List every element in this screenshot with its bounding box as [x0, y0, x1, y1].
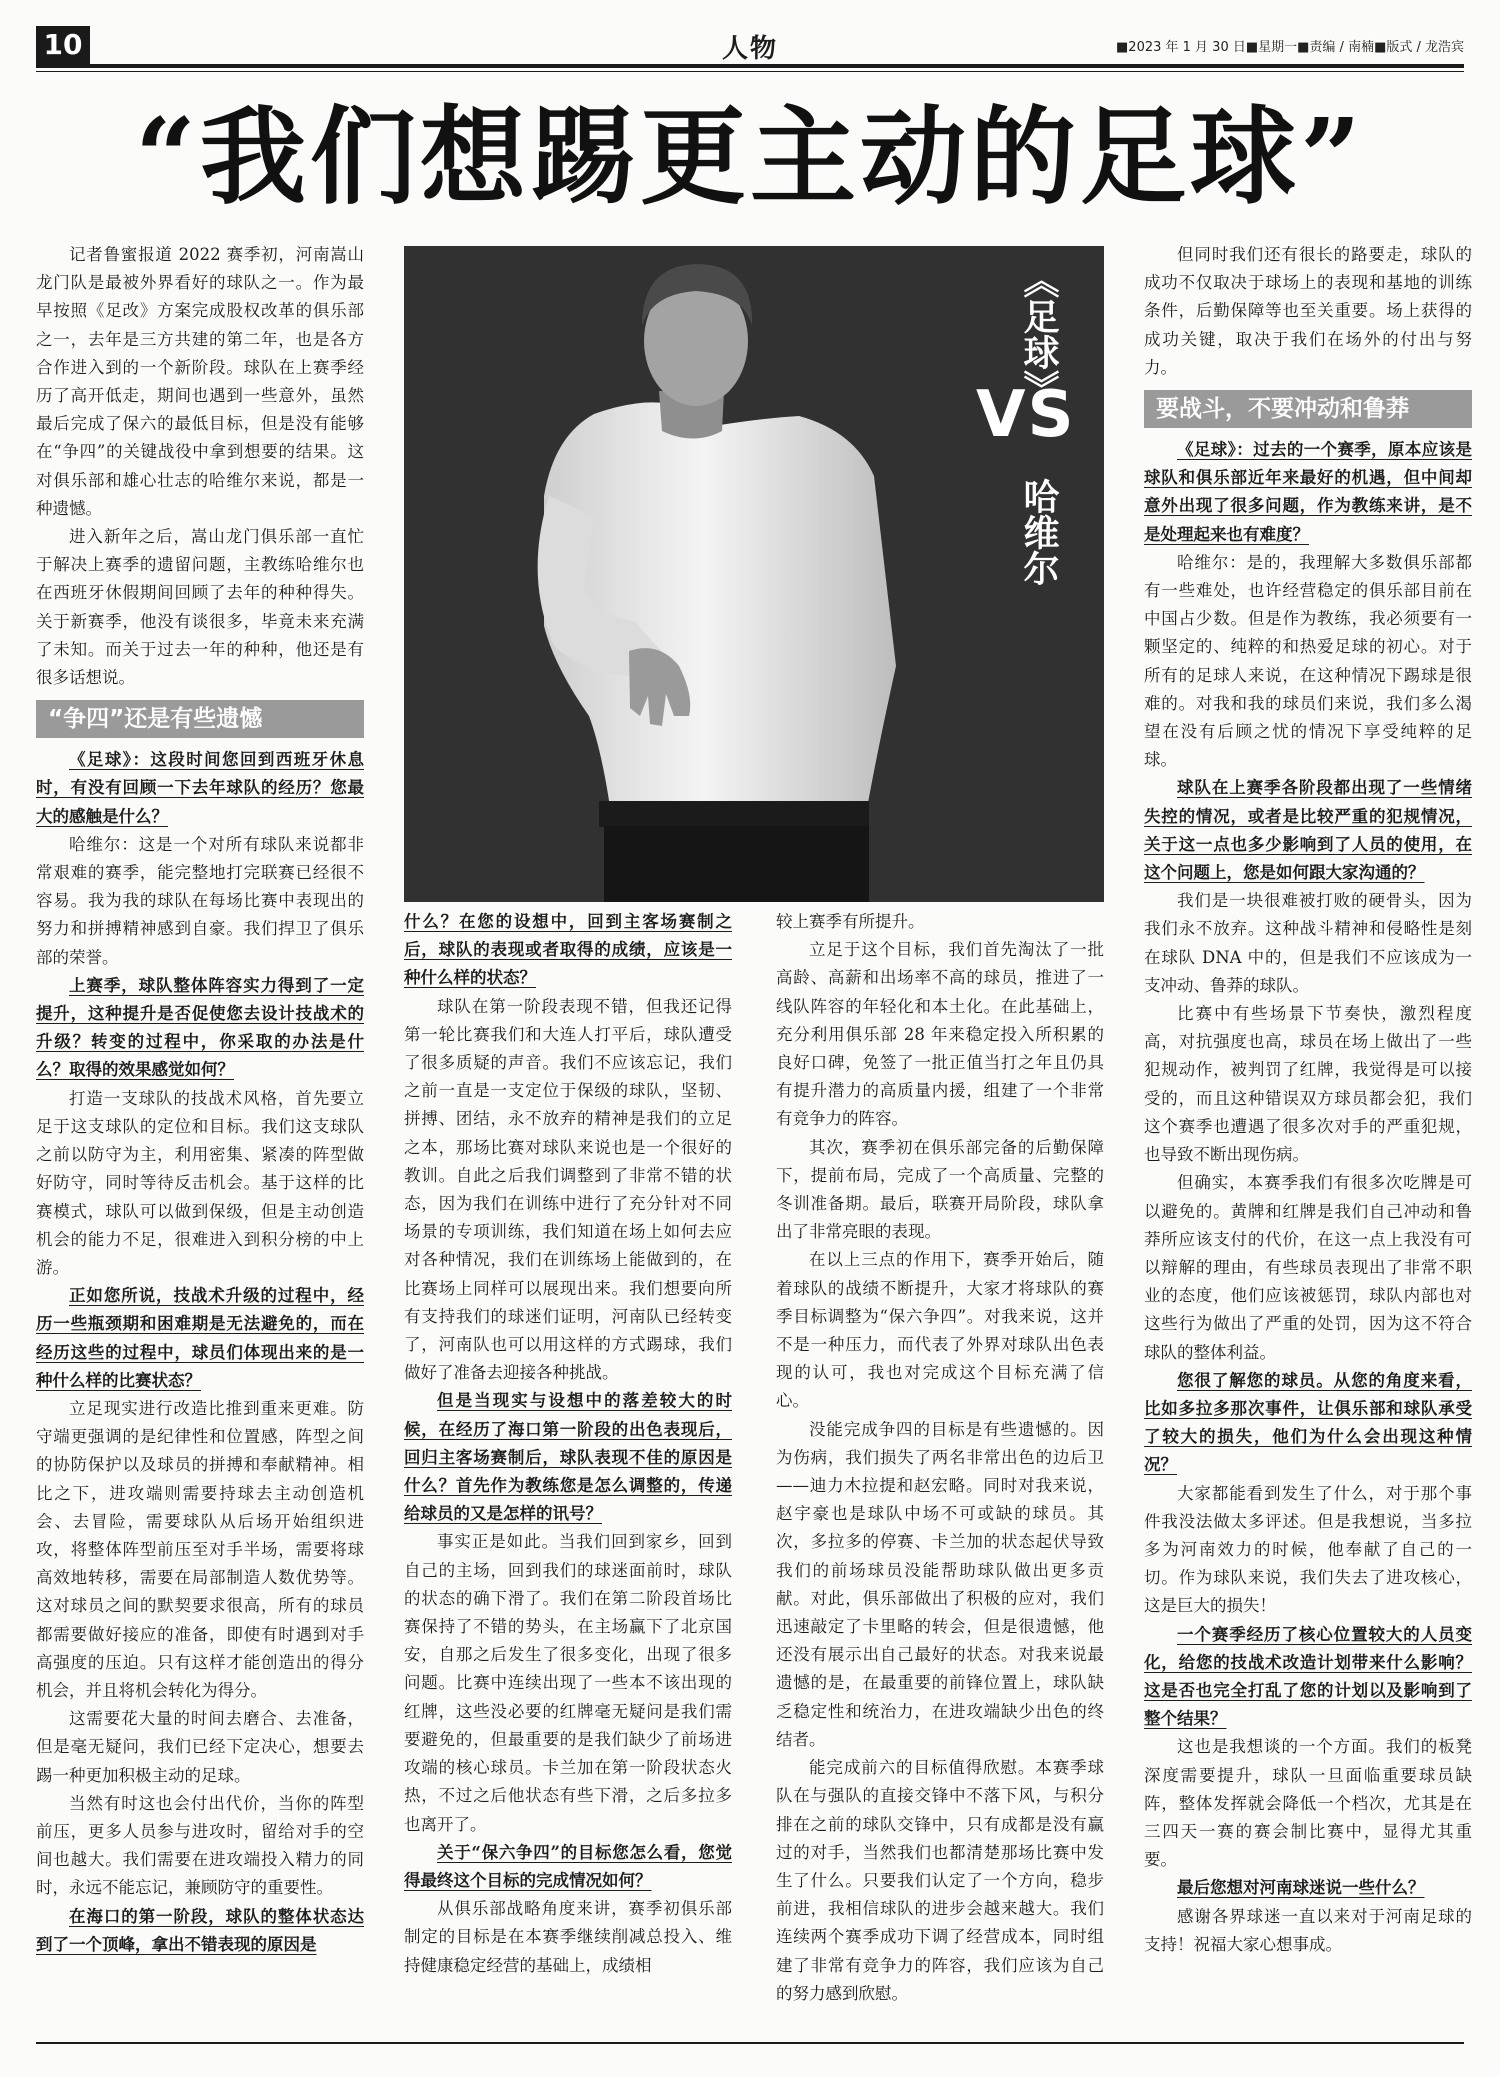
interview-answer: 其次，赛季初在俱乐部完备的后勤保障下，提前布局，完成了一个高质量、完整的冬训准备期。最后，联赛开局阶段，球队拿出了非常亮眼的表现。: [776, 1137, 1104, 1242]
interview-question: 一个赛季经历了核心位置较大的人员变化，给您的技战术改造计划带来什么影响？这是否也完全打乱了您的计划以及影响到了整个结果？: [1144, 1624, 1472, 1729]
section-name: 人物: [721, 34, 778, 64]
interview-answer: 比赛中有些场景下节奏快，激烈程度高，对抗强度也高，球员在场上做出了一些犯规动作，被判罚了红牌，我觉得是可以接受的，而且这种错误双方球员都会犯，我们这个赛季也遭遇了很多次对手的严重犯规，也导致不断出现伤病。: [1144, 1004, 1472, 1165]
header-rule-thin: [36, 71, 1464, 72]
interview-answer: 这需要花大量的时间去磨合、去准备，但是毫无疑问，我们已经下定决心，想要去踢一种更加积极主动的足球。: [36, 1709, 364, 1785]
interview-answer: 打造一支球队的技战术风格，首先要立足于这支球队的定位和目标。我们这支球队之前以防守为主，利用密集、紧凑的阵型做好防守，同时等待反击机会。基于这样的比赛模式，球队可以做到保级，但是主动创造机会的能力不足，很难进入到积分榜的中上游。: [36, 1088, 364, 1277]
page-number: 10: [36, 26, 90, 64]
article-column-2: [404, 908, 732, 2036]
interview-question: 您很了解您的球员。从您的角度来看，比如多拉多那次事件，让俱乐部和球队承受了较大的损失，他们为什么会出现这种情况？: [1144, 1370, 1472, 1475]
interview-answer: 球队在第一阶段表现不错，但我还记得第一轮比赛我们和大连人打平后，球队遭受了很多质疑的声音。我们不应该忘记，我们之前一直是一支定位于保级的球队，坚韧、拼搏、团结，永不放弃的精神是我们的立足之本，那场比赛对球队来说也是一个很好的教训。自此之后我们调整到了非常不错的状态，因为我们在训练中进行了充分针对不同场景的专项训练，我们知道在场上如何去应对各种情况，我们在训练场上能做到的，在比赛场上同样可以展现出来。我们想要向所有支持我们的球迷们证明，河南队已经转变了，河南队也可以用这样的方式踢球，我们做好了准备去迎接各种挑战。: [404, 996, 732, 1383]
footer-rule: [36, 2042, 1464, 2044]
interview-answer: 事实正是如此。当我们回到家乡，回到自己的主场，回到我们的球迷面前时，球队的状态的确下滑了。我们在第二阶段首场比赛保持了不错的势头，在主场赢下了北京国安，自那之后发生了很多变化，出现了很多问题。比赛中连续出现了一些本不该出现的红牌，这些没必要的红牌毫无疑问是我们需要避免的，但最重要的是我们缺少了前场进攻端的核心球员。卡兰加在第一阶段状态火热，不过之后他状态有些下滑，之后多拉多也离开了。: [404, 1532, 732, 1834]
dateline: ■2023 年 1 月 30 日■星期一■责编 / 南楠■版式 / 龙浩宾: [1116, 40, 1464, 55]
interview-answer: 哈维尔：是的，我理解大多数俱乐部都有一些难处，也许经营稳定的俱乐部目前在中国占少数。但是作为教练，我必须要有一颗坚定的、纯粹的和热爱足球的初心。对于所有的足球人来说，在这种情况下踢球是很难的。对我和我的球员们来说，我们多么渴望在没有后顾之忧的情况下享受纯粹的足球。: [1144, 552, 1472, 770]
interview-answer: 但同时我们还有很长的路要走，球队的成功不仅取决于球场上的表现和基地的训练条件，后勤保障等也至关重要。场上获得的成功关键，取决于我们在场外的付出与努力。: [1144, 245, 1472, 377]
interview-question: 关于“保六争四”的目标您怎么看，您觉得最终这个目标的完成情况如何？: [404, 1842, 732, 1890]
interview-question: 上赛季，球队整体阵容实力得到了一定提升，这种提升是否促使您去设计技战术的升级？转变的过程中，你采取的办法是什么？取得的效果感觉如何？: [36, 975, 364, 1080]
interview-question: 《足球》：过去的一个赛季，原本应该是球队和俱乐部近年来最好的机遇，但中间却意外出现了很多问题，作为教练来讲，是不是处理起来也有难度？: [1144, 440, 1472, 544]
interview-question: 球队在上赛季各阶段都出现了一些情绪失控的情况，或者是比较严重的犯规情况，关于这一点也多少影响到了人员的使用，在这个问题上，您是如何跟大家沟通的？: [1144, 778, 1472, 883]
intro-paragraph: 进入新年之后，嵩山龙门俱乐部一直忙于解决上赛季的遗留问题，主教练哈维尔也在西班牙休假期间回顾了去年的种种得失。关于新赛季，他没有谈很多，毕竟未来充满了未知。而关于过去一年的种种，他还是有很多话想说。: [36, 527, 364, 688]
interview-answer: 感谢各界球迷一直以来对于河南足球的支持！祝福大家心想事成。: [1144, 1906, 1472, 1954]
headline: “我们想踢更主动的足球”: [135, 94, 1365, 219]
section-subhead: 要战斗，不要冲动和鲁莽: [1144, 390, 1472, 428]
interview-answer: 能完成前六的目标值得欣慰。本赛季球队在与强队的直接交锋中不落下风，与积分排在之前的球队交锋中，只有成都是没有赢过的对手，当然我们也都清楚那场比赛中发生了什么。只要我们认定了一个方向，稳步前进，我相信球队的进步会越来越大。我们连续两个赛季成功下调了经营成本，同时组建了非常有竞争力的阵容，我们应该为自己的努力感到欣慰。: [776, 1758, 1104, 2003]
article-column-4: [1144, 241, 1472, 2036]
article-column-1: [36, 241, 364, 2036]
interview-answer: 从俱乐部战略角度来讲，赛季初俱乐部制定的目标是在本赛季继续削减总投入、维持健康稳定经营的基础上，成绩相: [404, 1899, 732, 1975]
interview-answer: 在以上三点的作用下，赛季开始后，随着球队的战绩不断提升，大家才将球队的赛季目标调整为“保六争四”。对我来说，这并不是一种压力，而代表了外界对球队出色表现的认可，我也对完成这个目标充满了信心。: [776, 1250, 1104, 1411]
page-header: [36, 26, 1464, 64]
vs-label-bottom: 哈维尔: [1018, 478, 1059, 586]
interview-answer: 较上赛季有所提升。: [776, 912, 925, 931]
interview-answer: 当然有时这也会付出代价，当你的阵型前压，更多人员参与进攻时，留给对手的空间也越大。我们需要在进攻端投入精力的同时，永远不能忘记，兼顾防守的重要性。: [36, 1793, 364, 1898]
coach-figure: [404, 246, 1104, 902]
interview-question: 在海口的第一阶段，球队的整体状态达到了一个顶峰，拿出不错表现的原因是: [36, 1906, 364, 1954]
interview-answer: 哈维尔：这是一个对所有球队来说都非常艰难的赛季，能完整地打完联赛已经很不容易。我为我的球队在每场比赛中表现出的努力和拼搏精神感到自豪。我们捍卫了俱乐部的荣誉。: [36, 834, 364, 967]
vs-label: VS: [976, 378, 1076, 452]
vs-label-top: 《足球》: [1018, 262, 1059, 406]
interview-question: 什么？在您的设想中，回到主客场赛制之后，球队的表现或者取得的成绩，应该是一种什么样的状态？: [404, 912, 732, 988]
interview-question: 《足球》：这段时间您回到西班牙休息时，有没有回顾一下去年球队的经历？您最大的感触是什么？: [36, 750, 364, 826]
header-rule: [36, 64, 1464, 68]
interview-answer: 但确实，本赛季我们有很多次吃牌是可以避免的。黄牌和红牌是我们自己冲动和鲁莽所应该支付的代价，在这一点上我没有可以辩解的理由，有些球员表现出了非常不职业的态度，他们应该被惩罚，球队内部也对这些行为做出了严重的处罚，因为这不符合球队的整体利益。: [1144, 1173, 1472, 1362]
interview-answer: 立足现实进行改造比推到重来更难。防守端更强调的是纪律性和位置感，阵型之间的协防保护以及球员的拼搏和奉献精神。相比之下，进攻端则需要持球去主动创造机会、去冒险，需要球队从后场开始组织进攻，将整体阵型前压至对手半场，需要将球高效地转移，需要在局部制造人数优势等。这对球员之间的默契要求很高，所有的球员都需要做好接应的准备，即使有时遇到对手高强度的压迫。只有这样才能创造出的得分机会，并且将机会转化为得分。: [36, 1398, 364, 1700]
article-column-3: [776, 908, 1104, 2036]
interview-answer: 立足于这个目标，我们首先淘汰了一批高龄、高薪和出场率不高的球员，推进了一线队阵容的年轻化和本土化。在此基础上，充分利用俱乐部 28 年来稳定投入所积累的良好口碑，免签了一批正值当打之年且仍具有提升潜力的高质量内援，组建了一个非常有竞争力的阵容。: [776, 940, 1104, 1129]
interview-answer: 这也是我想谈的一个方面。我们的板凳深度需要提升，球队一旦面临重要球员缺阵，整体发挥就会降低一个档次，尤其是在三四天一赛的赛会制比赛中，显得尤其重要。: [1144, 1737, 1472, 1870]
interview-answer: 我们是一块很难被打败的硬骨头，因为我们永不放弃。这种战斗精神和侵略性是刻在球队 DNA 中的，但是我们不应该成为一支冲动、鲁莽的球队。: [1144, 891, 1472, 995]
section-subhead: “争四”还是有些遗憾: [36, 700, 364, 738]
interview-answer: 没能完成争四的目标是有些遗憾的。因为伤病，我们损失了两名非常出色的边后卫——迪力木拉提和赵宏略。同时对我来说，赵宇豪也是球队中场不可或缺的球员。其次，多拉多的停赛、卡兰加的状态起伏导致我们的前场球员没能帮助球队做出更多贡献。对此，俱乐部做出了积极的应对，我们迅速敲定了卡里略的转会，但是很遗憾，他还没有展示出自己最好的状态。对我来说最遗憾的是，在最重要的前锋位置上，球队缺乏稳定性和统治力，在进攻端缺少出色的终结者。: [776, 1419, 1104, 1749]
interview-answer: 大家都能看到发生了什么，对于那个事件我没法做太多评述。但是我想说，当多拉多为河南效力的时候，他奉献了自己的一切。作为球队来说，我们失去了进攻核心，这是巨大的损失！: [1144, 1483, 1472, 1616]
intro-paragraph: 记者鲁蜜报道 2022 赛季初，河南嵩山龙门队是最被外界看好的球队之一。作为最早按照《足改》方案完成股权改革的俱乐部之一，去年是三方共建的第二年，也是各方合作进入到的一个新阶段。球队在上赛季经历了高开低走，期间也遇到一些意外，虽然最后完成了保六的最低目标，但是没有能够在“争四”的关键战役中拿到想要的结果。这对俱乐部和雄心壮志的哈维尔来说，都是一种遗憾。: [36, 245, 364, 518]
interview-question: 但是当现实与设想中的落差较大的时候，在经历了海口第一阶段的出色表现后，回归主客场赛制后，球队表现不佳的原因是什么？首先作为教练您是怎么调整的，传递给球员的又是怎样的讯号？: [404, 1391, 732, 1524]
interview-question: 正如您所说，技战术升级的过程中，经历一些瓶颈期和困难期是无法避免的，而在经历这些的过程中，球员们体现出来的是一种什么样的比赛状态？: [36, 1286, 364, 1390]
coach-photo: [404, 246, 1104, 902]
interview-question: 最后您想对河南球迷说一些什么？: [1177, 1878, 1425, 1898]
